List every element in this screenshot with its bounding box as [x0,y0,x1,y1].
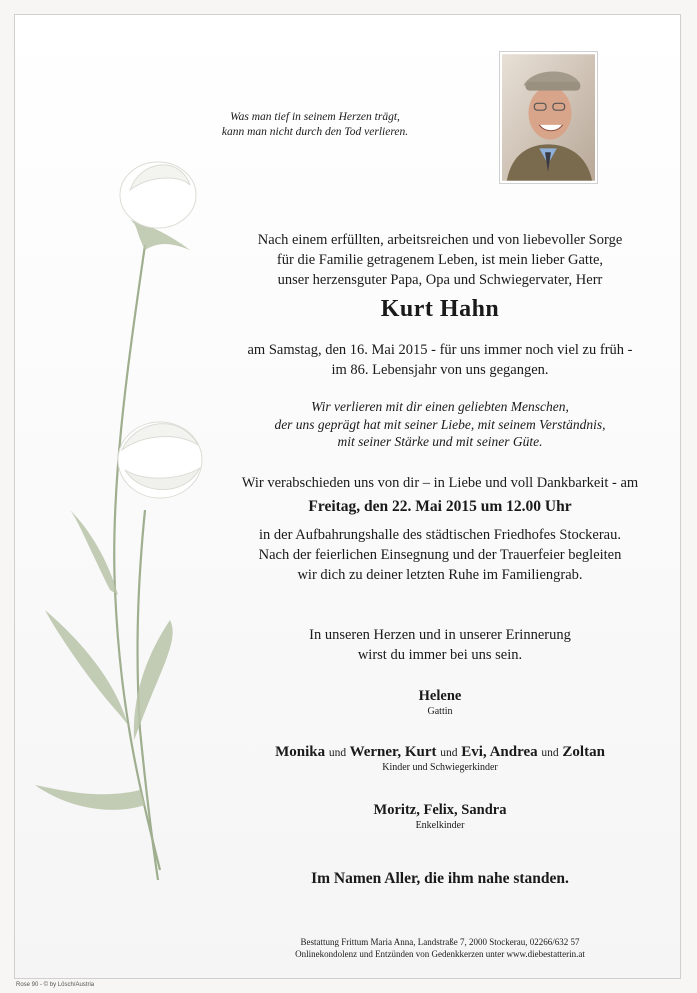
child-name: Werner, Kurt [349,744,437,760]
child-name: Zoltan [562,744,605,760]
closing-block [190,870,690,888]
intro-line: unser herzensguter Papa, Opa und Schwiegervater, Herr [277,272,603,288]
children-role: Kinder und Schwiegerkinder [382,762,498,773]
location-line: wir dich zu deiner letzten Ruhe im Familiengrab. [297,567,583,583]
quote-line: kann man nicht durch den Tod verlieren. [221,126,409,138]
mourner-wife [190,688,690,719]
intro-text [190,230,690,290]
intro-line: für die Familie getragenem Leben, ist mein lieber Gatte, [276,252,604,268]
funeral-date: Freitag, den 22. Mai 2015 um 12.00 Uhr [308,498,572,515]
child-name: Monika [275,744,326,760]
verse-line: Wir verlieren mit dir einen geliebten Menschen, [311,399,569,414]
mourner-grandchildren [190,802,690,833]
verse-line: der uns geprägt hat mit seiner Liebe, mit seinem Verständnis, [274,416,606,432]
grandchildren-role: Enkelkinder [415,820,465,831]
verse-line: mit seiner Stärke und mit seiner Güte. [337,434,543,449]
children-names [275,744,605,760]
portrait-photo [499,51,598,184]
memorial-quote [170,110,460,140]
memory-line: In unseren Herzen und in unserer Erinnerung [309,627,571,643]
location-line: in der Aufbahrungshalle des städtischen Friedhofes Stockerau. [258,527,621,543]
closing-line: Im Namen Aller, die ihm nahe standen. [311,870,569,887]
conjunction: und [541,747,559,759]
mourner-children [190,743,690,775]
funeral-date-block [190,498,690,516]
intro-line: Nach einem erfüllten, arbeitsreichen und von liebevoller Sorge [257,232,623,248]
footer [190,936,690,960]
farewell-line: Wir verabschieden uns von dir – in Liebe und voll Dankbarkeit - am [241,475,639,491]
white-roses-illustration [20,150,210,890]
footer-line: Bestattung Frittum Maria Anna, Landstraße 7, 2000 Stockerau, 02266/632 57 [300,937,580,947]
image-credit: Rose 90 - © by Lösch/Austria [16,982,95,988]
farewell-intro [190,473,690,493]
deceased-name: Kurt Hahn [380,296,500,322]
death-line: im 86. Lebensjahr von uns gegangen. [331,362,549,378]
conjunction: und [440,747,458,759]
footer-line: Onlinekondolenz und Entzünden von Gedenkkerzen unter www.diebestatterin.at [295,949,585,959]
memory-line: wirst du immer bei uns sein. [357,647,523,663]
quote-line: Was man tief in seinem Herzen trägt, [230,111,400,123]
wife-name: Helene [418,688,462,704]
child-name: Evi, Andrea [461,744,538,760]
deceased-name-block [190,296,690,323]
death-text [190,340,690,380]
wife-role: Gattin [427,706,453,717]
location-line: Nach der feierlichen Einsegnung und der Trauerfeier begleiten [258,547,622,563]
grandchildren-names: Moritz, Felix, Sandra [373,802,507,818]
verse-text [190,398,690,451]
portrait-image [502,54,595,181]
memory-text [190,625,690,665]
location-text [190,525,690,585]
conjunction: und [328,747,347,759]
death-line: am Samstag, den 16. Mai 2015 - für uns immer noch viel zu früh - [247,342,633,358]
